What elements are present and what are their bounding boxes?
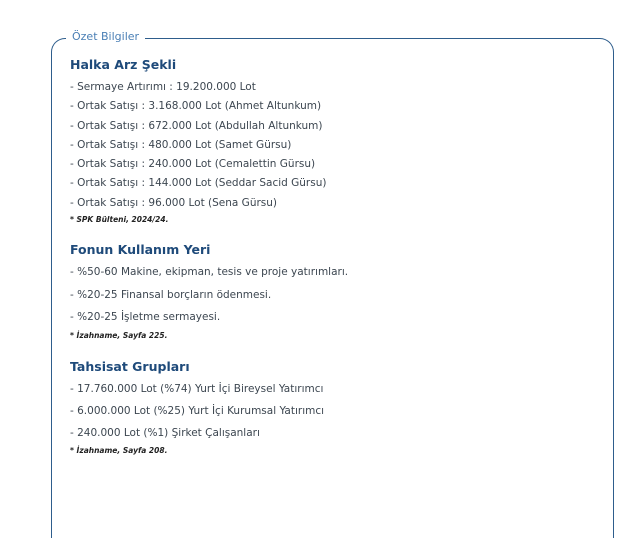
- list-item: - Ortak Satışı : 144.000 Lot (Seddar Sacid Gürsu): [70, 177, 327, 190]
- source-note: * İzahname, Sayfa 225.: [70, 330, 168, 340]
- section-heading: Tahsisat Grupları: [70, 358, 190, 374]
- list-item: - Ortak Satışı : 672.000 Lot (Abdullah Altunkum): [70, 119, 323, 132]
- list-item: - 240.000 Lot (%1) Şirket Çalışanları: [70, 426, 260, 439]
- section-allocation-groups: [70, 358, 600, 458]
- section-offering-method: [70, 56, 600, 227]
- section-heading: Fonun Kullanım Yeri: [70, 242, 211, 258]
- list-item: - Ortak Satışı : 96.000 Lot (Sena Gürsu): [70, 196, 278, 209]
- allocation-groups-list: [70, 378, 600, 444]
- source-note: * SPK Bülteni, 2024/24.: [70, 215, 169, 225]
- offering-method-list: [70, 78, 600, 213]
- summary-content: [70, 56, 600, 458]
- list-item: - %50-60 Makine, ekipman, tesis ve proje yatırımları.: [70, 266, 349, 279]
- list-item: - Ortak Satışı : 3.168.000 Lot (Ahmet Altunkum): [70, 100, 322, 113]
- list-item: - Ortak Satışı : 480.000 Lot (Samet Gürsu): [70, 138, 292, 151]
- list-item: - Ortak Satışı : 240.000 Lot (Cemalettin Gürsu): [70, 158, 316, 171]
- section-heading: Halka Arz Şekli: [70, 57, 177, 72]
- list-item: - %20-25 İşletme sermayesi.: [70, 311, 221, 324]
- summary-legend: Özet Bilgiler: [66, 29, 145, 45]
- section-fund-usage: [70, 241, 600, 343]
- list-item: - 6.000.000 Lot (%25) Yurt İçi Kurumsal Yatırımcı: [70, 404, 325, 417]
- fund-usage-list: [70, 261, 600, 329]
- list-item: - %20-25 Finansal borçların ödenmesi.: [70, 288, 272, 301]
- list-item: - 17.760.000 Lot (%74) Yurt İçi Bireysel Yatırımcı: [70, 382, 324, 395]
- list-item: - Sermaye Artırımı : 19.200.000 Lot: [70, 81, 256, 93]
- source-note: * İzahname, Sayfa 208.: [70, 445, 168, 455]
